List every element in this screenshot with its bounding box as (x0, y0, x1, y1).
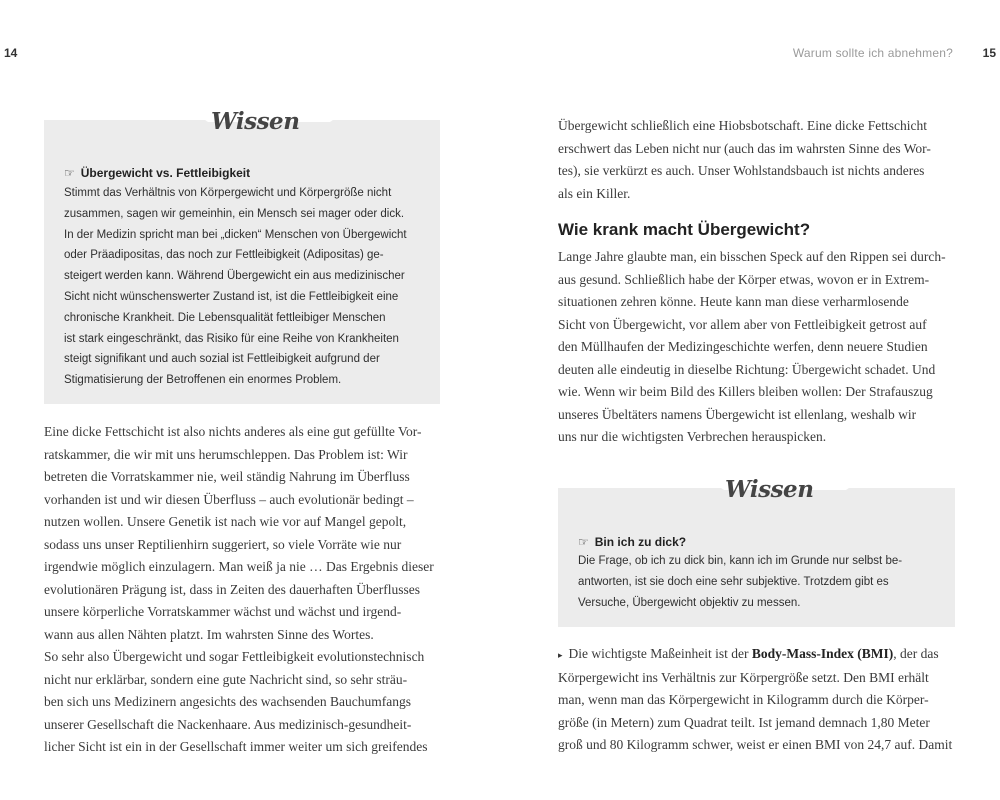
body-line: man, wenn man das Körpergewicht in Kilogramm durch die Körper- (558, 692, 929, 707)
body-line: unseres Übeltäters namens Übergewicht ist ellenlang, weshalb wir (558, 406, 917, 422)
body-line: Eine dicke Fettschicht ist also nichts anderes als eine gut gefüllte Vor- (44, 424, 422, 439)
box-line: Stigmatisierung der Betroffenen ein enormes Problem. (64, 374, 342, 387)
left-page-number: 14 (4, 46, 18, 60)
pointing-hand-icon: ☞ (578, 535, 589, 549)
bmi-text-pre: Die wichtigste Maßeinheit ist der (568, 646, 752, 661)
body-line: tes), sie verkürzt es auch. Unser Wohlstandsbauch ist nichts anderes (558, 163, 925, 178)
box-text (578, 551, 902, 613)
body-line: wann aus allen Nähten platzt. Im wahrsten Sinne des Wortes. (44, 626, 374, 642)
box-heading-text: Bin ich zu dick? (594, 535, 687, 549)
body-line: Körpergewicht ins Verhältnis zur Körpergröße setzt. Den BMI erhält (558, 669, 929, 685)
section-heading: Wie krank macht Übergewicht? (558, 220, 811, 239)
box-line: Die Frage, ob ich zu dick bin, kann ich im Grunde nur selbst be- (578, 555, 903, 567)
running-head: Warum sollte ich abnehmen? (792, 46, 953, 60)
body-line: ratskammer, die wir mit uns herumschleppen. Das Problem ist: Wir (44, 446, 408, 462)
body-line: sodass uns unser Reptilienhirn suggeriert, so viele Vorräte wie nur (44, 536, 402, 552)
box-line: oder Präadipositas, das noch zur Fettleibigkeit (Adipositas) ge- (64, 249, 384, 262)
body-line: Lange Jahre glaubte man, ein bisschen Speck auf den Rippen sei durch- (558, 249, 946, 264)
box-heading-text: Übergewicht vs. Fettleibigkeit (80, 166, 251, 180)
bmi-text-post: , der das (893, 646, 939, 661)
bmi-term: Body-Mass-Index (BMI) (751, 646, 894, 661)
box-line: In der Medizin spricht man bei „dicken“ Menschen von Übergewicht (64, 228, 407, 241)
bmi-paragraph (558, 643, 955, 757)
box-heading (578, 535, 686, 549)
body-line: betreten die Vorratskammer nie, weil ständig Nahrung im Überfluss (44, 469, 410, 484)
box-line: Stimmt das Verhältnis von Körpergewicht und Körpergröße nicht (64, 187, 392, 199)
body-line: So sehr also Übergewicht und sogar Fettleibigkeit evolutionstechnisch (44, 649, 425, 664)
body-line: situationen zehren könne. Heute kann man diese verharmlosende (558, 294, 909, 309)
box-line: Sicht nicht wünschenswerter Zustand ist, ist die Fettleibigkeit eine (64, 290, 399, 303)
body-line: evolutionären Prägung ist, dass in Zeiten des dauerhaften Überflusses (44, 581, 421, 597)
pointing-hand-icon: ☞ (64, 166, 75, 180)
body-line: Übergewicht schließlich eine Hiobsbotschaft. Eine dicke Fettschicht (558, 118, 928, 133)
box-text (64, 183, 407, 391)
body-line: erschwert das Leben nicht nur (auch das im wahrsten Sinne des Wor- (558, 140, 931, 156)
box-line: zusammen, sagen wir gemeinhin, ein Mensch sei mager oder dick. (64, 207, 405, 220)
body-line: deuten alle eindeutig in dieselbe Richtung: Übergewicht schadet. Und (558, 361, 936, 377)
left-body-text (44, 421, 440, 759)
body-line: den Müllhaufen der Medizingeschichte werfen, denn neuere Studien (558, 339, 928, 354)
body-line: aus gesund. Schließlich habe der Körper etwas, wovon er in Extrem- (558, 271, 930, 287)
body-line: unsere körperliche Vorratskammer wächst und wächst und irgend- (44, 604, 402, 619)
body-line: irgendwie möglich einzulagern. Man weiß ja nie … Das Ergebnis dieser (44, 559, 434, 574)
box-line: steigert werden kann. Während Übergewicht ein aus medizinischer (64, 270, 405, 283)
body-line: nutzen wollen. Unsere Genetik ist nach wie vor auf Mangel gepolt, (44, 514, 407, 529)
body-line: groß und 80 Kilogramm schwer, weist er einen BMI von 24,7 auf. Damit (558, 737, 953, 752)
wissen-label: Wissen (725, 476, 814, 503)
right-body-text-top (558, 115, 955, 205)
wissen-label: Wissen (211, 108, 300, 135)
box-line: steigt signifikant und auch sozial ist Fettleibigkeit aufgrund der (64, 353, 380, 366)
body-line: uns nur die wichtigsten Verbrechen herauspicken. (558, 429, 827, 444)
box-line: chronische Krankheit. Die Lebensqualität fettleibiger Menschen (64, 311, 386, 324)
body-line: wie. Wenn wir beim Bild des Killers bleiben wollen: Der Strafauszug (558, 384, 933, 399)
section-body-text (558, 246, 955, 449)
body-line: vorhanden ist und wir diesen Überfluss – auch evolutionär bedingt – (44, 491, 414, 507)
box-line: ist stark eingeschränkt, das Risiko für eine Reihe von Krankheiten (64, 332, 399, 345)
body-line: größe (in Metern) zum Quadrat teilt. Ist jemand demnach 1,80 Meter (558, 714, 930, 730)
right-page-number: 15 (982, 46, 996, 60)
wissen-box-am-i-too-fat (558, 476, 955, 627)
body-line: Sicht von Übergewicht, vor allem aber von Fettleibigkeit getrost auf (558, 316, 927, 332)
box-line: antworten, ist sie doch eine sehr subjektive. Trotzdem gibt es (578, 575, 889, 588)
box-line: Versuche, Übergewicht objektiv zu messen. (578, 596, 801, 609)
bmi-line-1 (558, 643, 955, 667)
wissen-box-overweight-vs-obesity (44, 108, 440, 404)
box-heading (64, 166, 250, 180)
bullet-triangle-icon: ▸ (558, 650, 563, 660)
body-line: unserer Gesellschaft die Nackenhaare. Aus medizinisch-gesundheit- (44, 716, 412, 732)
body-line: nicht nur erklärbar, sondern eine gute Nachricht sind, so sehr sträu- (44, 671, 408, 687)
body-line: ben sich uns Medizinern angesichts des wachsenden Bauchumfangs (44, 694, 412, 709)
body-line: licher Sicht ist ein in der Gesellschaft immer weiter um sich greifendes (44, 739, 428, 754)
body-line: als ein Killer. (558, 185, 631, 201)
